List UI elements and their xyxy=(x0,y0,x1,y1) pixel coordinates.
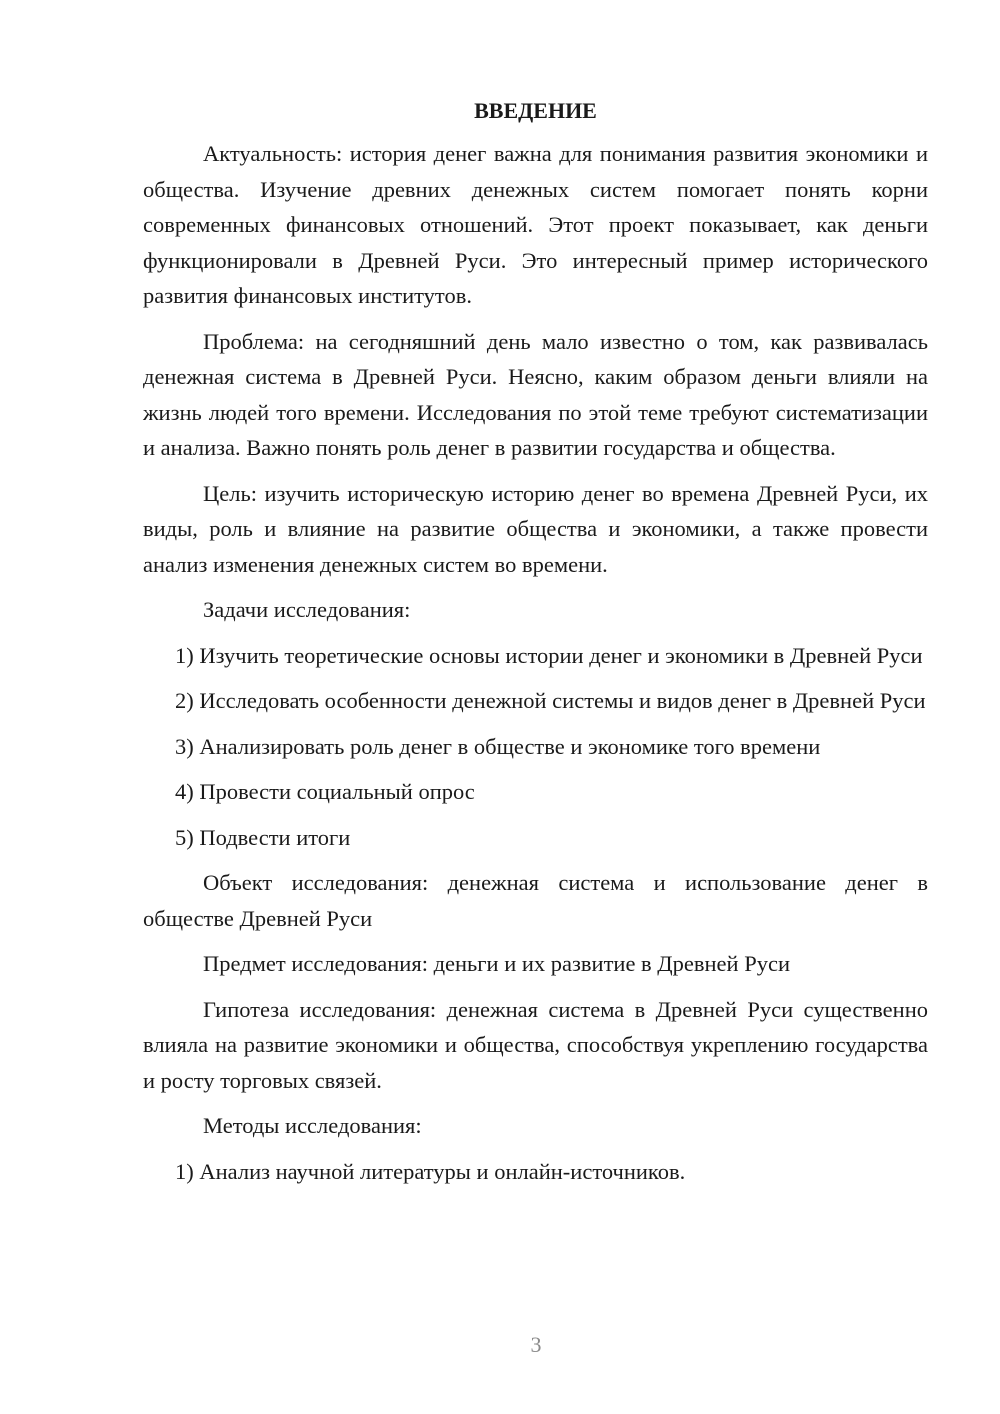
tasks-heading: Задачи исследования: xyxy=(203,597,411,622)
document-page xyxy=(143,96,928,1199)
methods-heading: Методы исследования: xyxy=(203,1113,422,1138)
method-item: 1) Анализ научной литературы и онлайн-источников. xyxy=(175,1158,686,1184)
task-item: 3) Анализировать роль денег в обществе и экономике того времени xyxy=(175,733,821,759)
task-item: 2) Исследовать особенности денежной системы и видов денег в Древней Руси xyxy=(175,688,926,713)
task-item: 4) Провести социальный опрос xyxy=(175,779,475,804)
task-item: 5) Подвести итоги xyxy=(175,824,351,850)
goal-paragraph: Цель: изучить историческую историю денег во времена Древней Руси, их виды, роль и влияние на развитие общества и экономики, а также провести анализ изменения денежных систем во времени. xyxy=(143,480,928,577)
problem-paragraph: Проблема: на сегодняшний день мало известно о том, как развивалась денежная система в Древней Руси. Неясно, каким образом деньги влияли на жизнь людей того времени. Исследования по этой теме требуют систематизации и анализа. Важно понять роль денег в развитии государства и общества. xyxy=(143,328,928,460)
hypothesis-paragraph: Гипотеза исследования: денежная система в Древней Руси существенно влияла на развитие экономики и общества, способствуя укреплению государства и росту торговых связей. xyxy=(143,996,928,1093)
page-title: ВВЕДЕНИЕ xyxy=(474,98,597,123)
object-paragraph: Объект исследования: денежная система и использование денег в обществе Древней Руси xyxy=(143,870,928,931)
relevance-paragraph: Актуальность: история денег важна для понимания развития экономики и общества. Изучение древних денежных систем помогает понять корни современных финансовых отношений. Этот проект показывает, как деньги функционировали в Древней Руси. Это интересный пример исторического развития финансовых институтов. xyxy=(143,141,928,308)
page-number: 3 xyxy=(530,1332,542,1357)
subject-paragraph: Предмет исследования: деньги и их развитие в Древней Руси xyxy=(203,951,790,976)
task-item: 1) Изучить теоретические основы истории денег и экономики в Древней Руси xyxy=(175,642,923,668)
